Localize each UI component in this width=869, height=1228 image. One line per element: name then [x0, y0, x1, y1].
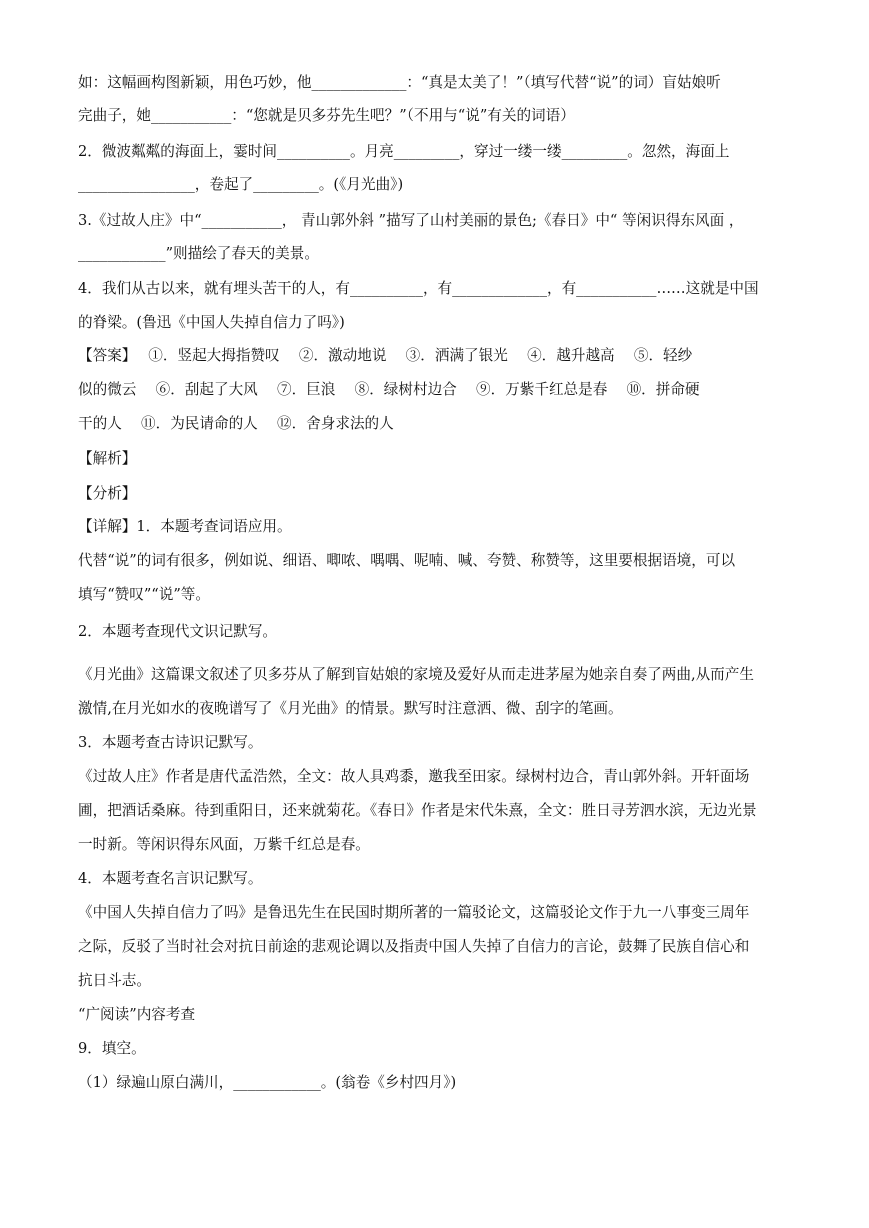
analysis-heading: 【解析】 — [78, 450, 137, 467]
section-heading: “广阅读”内容考查 — [78, 1006, 196, 1023]
text-line: 之际，反驳了当时社会对抗日前途的悲观论调以及指责中国人失掉了自信力的言论，鼓舞了民族自信心和 — [78, 938, 750, 955]
answer-line: 似的微云 ⑥．刮起了大风 ⑦．巨浪 ⑧．绿树村边合 ⑨．万紫千红总是春 ⑩．拼命硬 — [78, 381, 700, 398]
text-line: 《月光曲》这篇课文叙述了贝多芬从了解到盲姑娘的家境及爱好从而走进茅屋为她亲自奏了两曲,从而产生 — [78, 666, 754, 683]
text-line: 如：这幅画构图新颖，用色巧妙，他_____________：“真是太美了！”（填写代替“说”的词）盲姑娘听 — [78, 74, 721, 91]
text-line: 2．本题考查现代文识记默写。 — [78, 623, 278, 640]
text-line: 3．本题考查古诗识记默写。 — [78, 734, 263, 751]
text-line: 完曲子，她___________：“您就是贝多芬先生吧？”（不用与“说”有关的词语） — [78, 107, 575, 124]
answer-line: 【答案】 ①．竖起大拇指赞叹 ②．激动地说 ③．洒满了银光 ④．越升越高 ⑤．轻纱 — [78, 347, 693, 364]
text-line: 4．我们从古以来，就有埋头苦干的人，有__________，有_____________，有___________……这就是中国 — [78, 280, 759, 297]
text-line: 2．微波粼粼的海面上，霎时间__________。月亮_________，穿过一缕一缕_________。忽然，海面上 — [78, 143, 730, 160]
text-line: ________________，卷起了_________。(《月光曲》) — [78, 176, 404, 193]
text-line: 《中国人失掉自信力了吗》是鲁迅先生在民国时期所著的一篇驳论文，这篇驳论文作于九一八事变三周年 — [78, 904, 750, 921]
text-line: 的脊梁。(鲁迅《中国人失掉自信力了吗》) — [78, 314, 345, 331]
text-line: 4．本题考查名言识记默写。 — [78, 870, 263, 887]
text-line: 一时新。等闲识得东风面，万紫千红总是春。 — [78, 836, 370, 853]
analysis-subheading: 【分析】 — [78, 485, 137, 502]
text-line: 圃，把酒话桑麻。待到重阳日，还来就菊花。《春日》作者是宋代朱熹，全文：胜日寻芳泗水滨，无边光景 — [78, 802, 757, 819]
question-line: （1）绿遍山原白满川，____________。(翁卷《乡村四月》) — [78, 1074, 457, 1091]
text-line: 填写“赞叹”“说”等。 — [78, 586, 210, 603]
text-line: 抗日斗志。 — [78, 972, 151, 989]
text-line: ____________”则描绘了春天的美景。 — [78, 245, 319, 262]
answer-line: 干的人 ⑪．为民请命的人 ⑫．舍身求法的人 — [78, 415, 394, 432]
detail-heading: 【详解】1．本题考查词语应用。 — [78, 518, 292, 535]
text-line: 代替“说”的词有很多，例如说、细语、唧哝、喁喁、呢喃、喊、夸赞、称赞等，这里要根据语境，可以 — [78, 552, 736, 569]
text-line: 3.《过故人庄》中“___________， 青山郭外斜 ”描写了山村美丽的景色;《春日》中“ 等闲识得东风面 ， — [78, 212, 744, 229]
text-line: 《过故人庄》作者是唐代孟浩然，全文：故人具鸡黍，邀我至田家。绿树村边合，青山郭外斜。开轩面场 — [78, 768, 750, 785]
text-line: 激情,在月光如水的夜晚谱写了《月光曲》的情景。默写时注意洒、微、刮字的笔画。 — [78, 700, 623, 717]
question-heading: 9．填空。 — [78, 1040, 146, 1057]
